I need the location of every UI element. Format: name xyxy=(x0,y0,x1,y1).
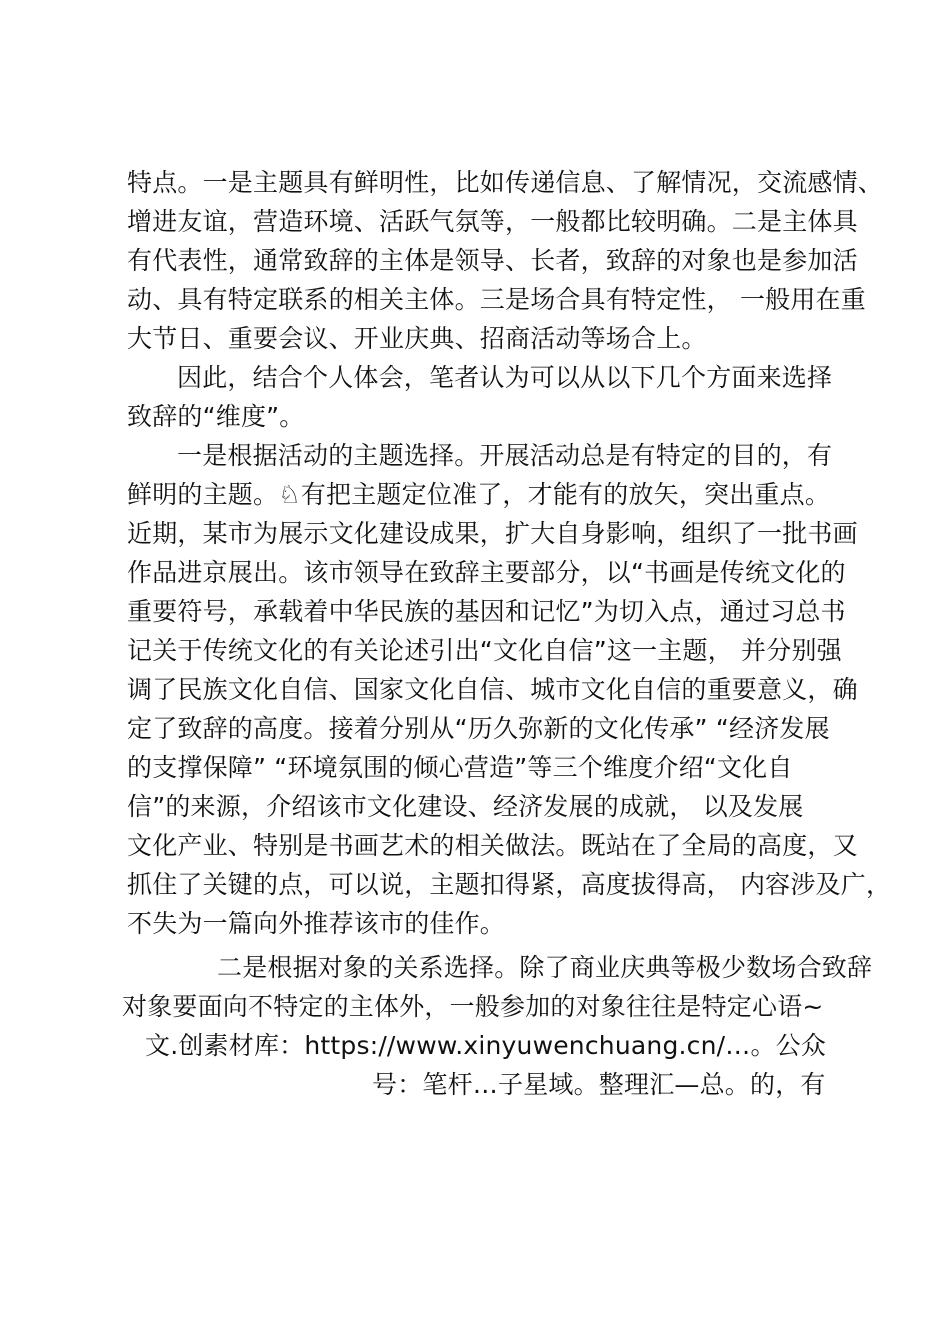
text-line: 号：笔杆…子星域。整理汇—总。的，有 xyxy=(372,1070,826,1099)
text-line: 因此，结合个人体会，笔者认为可以从以下几个方面来选择 xyxy=(177,363,833,392)
text-line: 鲜明的主题。♘有把主题定位准了，才能有的放矢，突出重点。 xyxy=(127,480,831,509)
text-line: 二是根据对象的关系选择。除了商业庆典等极少数场合致辞 xyxy=(217,953,873,982)
text-line: 一是根据活动的主题选择。开展活动总是有特定的目的，有 xyxy=(177,441,833,470)
text-line: 定了致辞的高度。接着分别从“历久弥新的文化传承” “经济发展 xyxy=(127,714,830,743)
text-line: 的支撑保障” “环境氛围的倾心营造”等三个维度介绍“文化自 xyxy=(127,753,793,782)
text-line: 作品进京展出。该市领导在致辞主要部分，以“书画是传统文化的 xyxy=(127,558,846,587)
text-line: 文化产业、特别是书画艺术的相关做法。既站在了全局的高度，又 xyxy=(127,831,858,860)
text-line: 记关于传统文化的有关论述引出“文化自信”这一主题， 并分别强 xyxy=(127,636,842,665)
text-line: 增进友谊，营造环境、活跃气氛等，一般都比较明确。二是主体具 xyxy=(127,207,858,236)
text-line: 调了民族文化自信、国家文化自信、城市文化自信的重要意义，确 xyxy=(127,675,858,704)
text-line: 文.创素材库：https://www.xinyuwenchuang.cn/…。公众 xyxy=(145,1031,827,1060)
text-line: 大节日、重要会议、开业庆典、招商活动等场合上。 xyxy=(127,324,707,353)
text-line: 致辞的“维度”。 xyxy=(127,402,305,431)
text-line: 信”的来源，介绍该市文化建设、经济发展的成就， 以及发展 xyxy=(127,792,804,821)
text-line: 动、具有特定联系的相关主体。三是场合具有特定性， 一般用在重 xyxy=(127,285,866,314)
text-line: 近期，某市为展示文化建设成果，扩大自身影响，组织了一批书画 xyxy=(127,519,858,548)
text-line: 特点。一是主题具有鲜明性，比如传递信息、了解情况，交流感情、 xyxy=(127,168,884,197)
text-line: 抓住了关键的点，可以说，主题扣得紧，高度拔得高， 内容涉及广， xyxy=(127,870,892,899)
text-line: 有代表性，通常致辞的主体是领导、长者，致辞的对象也是参加活 xyxy=(127,246,858,275)
text-line: 对象要面向不特定的主体外，一般参加的对象往往是特定心语~ xyxy=(122,992,824,1021)
text-line: 重要符号，承载着中华民族的基因和记忆”为切入点，通过习总书 xyxy=(127,597,846,626)
text-line: 不失为一篇向外推荐该市的佳作。 xyxy=(127,909,506,938)
